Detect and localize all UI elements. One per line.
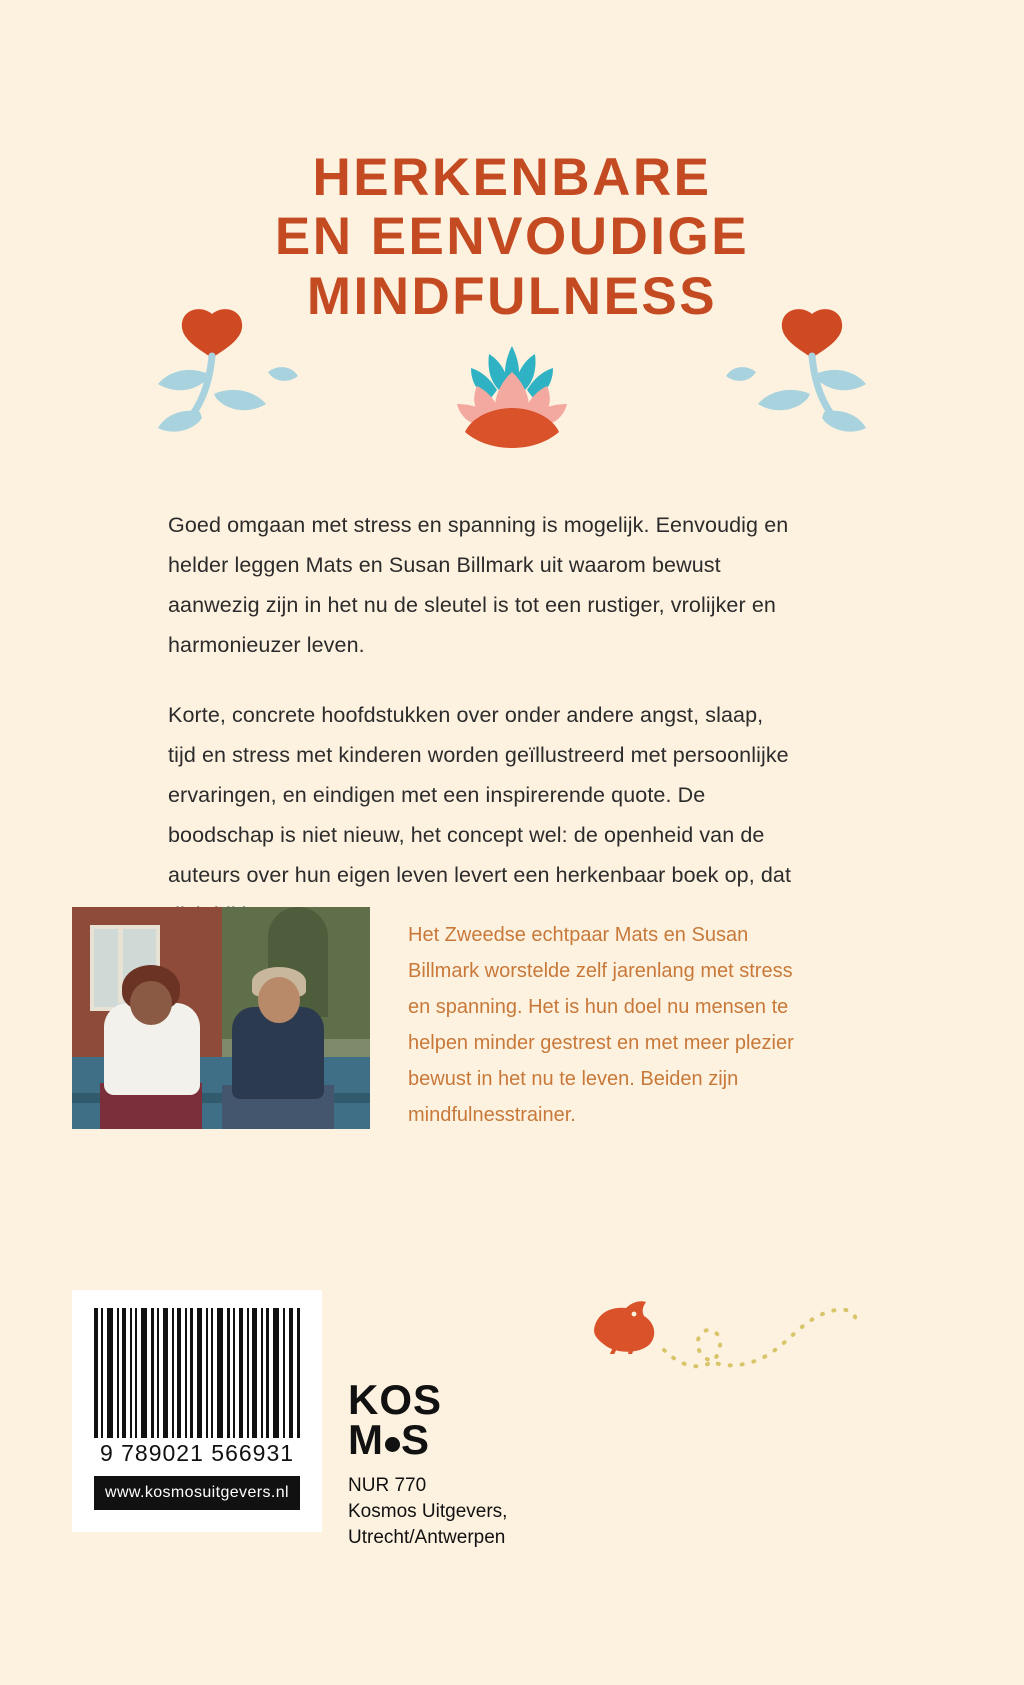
kosmos-logo-line-2 (348, 1416, 678, 1464)
kosmos-logo-dot-icon (385, 1437, 400, 1452)
blurb-paragraph-1: Goed omgaan met stress en spanning is mogelijk. Eenvoudig en helder leggen Mats en Susan Billmark uit waarom bewust aanwezig zijn in het nu de sleutel is tot een rustiger, vrolijker en harmonieuzer leven. (168, 513, 789, 657)
blurb-paragraph-2: Korte, concrete hoofdstukken over onder andere angst, slaap, tijd en stress met kinderen worden geïllustreerd met persoonlijke ervaringen, en eindigen met een inspirerende quote. De boodschap is niet nieuw, het concept wel: de openheid van de auteurs over hun eigen leven levert een herkenbaar boek op, dat (168, 703, 792, 887)
headline-line-1: HERKENBARE (312, 148, 712, 207)
kosmos-logo-m: M (348, 1416, 384, 1464)
publisher-cities: Utrecht/Antwerpen (348, 1526, 506, 1548)
publisher-block (348, 1376, 678, 1551)
nur-code: NUR 770 (348, 1474, 427, 1496)
headline-line-2: EN EENVOUDIGE (274, 207, 750, 267)
flower-sprig-ornament-left (150, 308, 310, 443)
back-cover-blurb (168, 505, 796, 935)
barcode-bars (94, 1308, 300, 1438)
author-photo (72, 907, 370, 1129)
author-bio-text: Het Zweedse echtpaar Mats en Susan Billmark worstelde zelf jarenlang met stress en spanning. Het is hun doel nu mensen te helpen minder gestrest en met meer plezier bewust in het nu te leven. Beiden zijn mindfulnesstrainer. (408, 924, 794, 1126)
kosmos-logo-s: S (401, 1416, 431, 1464)
kosmos-logo-line-1: KOS (348, 1376, 443, 1423)
kosmos-logo (348, 1376, 678, 1464)
headline-line-3: MINDFULNESS (306, 266, 718, 326)
barcode-number: 9 789021 566931 (99, 1440, 295, 1466)
flower-sprig-ornament-right (714, 308, 874, 443)
dotted-trail-ornament (660, 1280, 860, 1395)
ornament-band (0, 300, 1024, 460)
publisher-details (348, 1473, 678, 1551)
barcode (72, 1290, 322, 1532)
publisher-name: Kosmos Uitgevers, (348, 1500, 508, 1522)
publisher-website-url[interactable]: www.kosmosuitgevers.nl (94, 1476, 300, 1510)
lotus-flower-ornament (437, 342, 587, 457)
author-block (72, 907, 796, 1137)
bird-icon (588, 1300, 660, 1359)
